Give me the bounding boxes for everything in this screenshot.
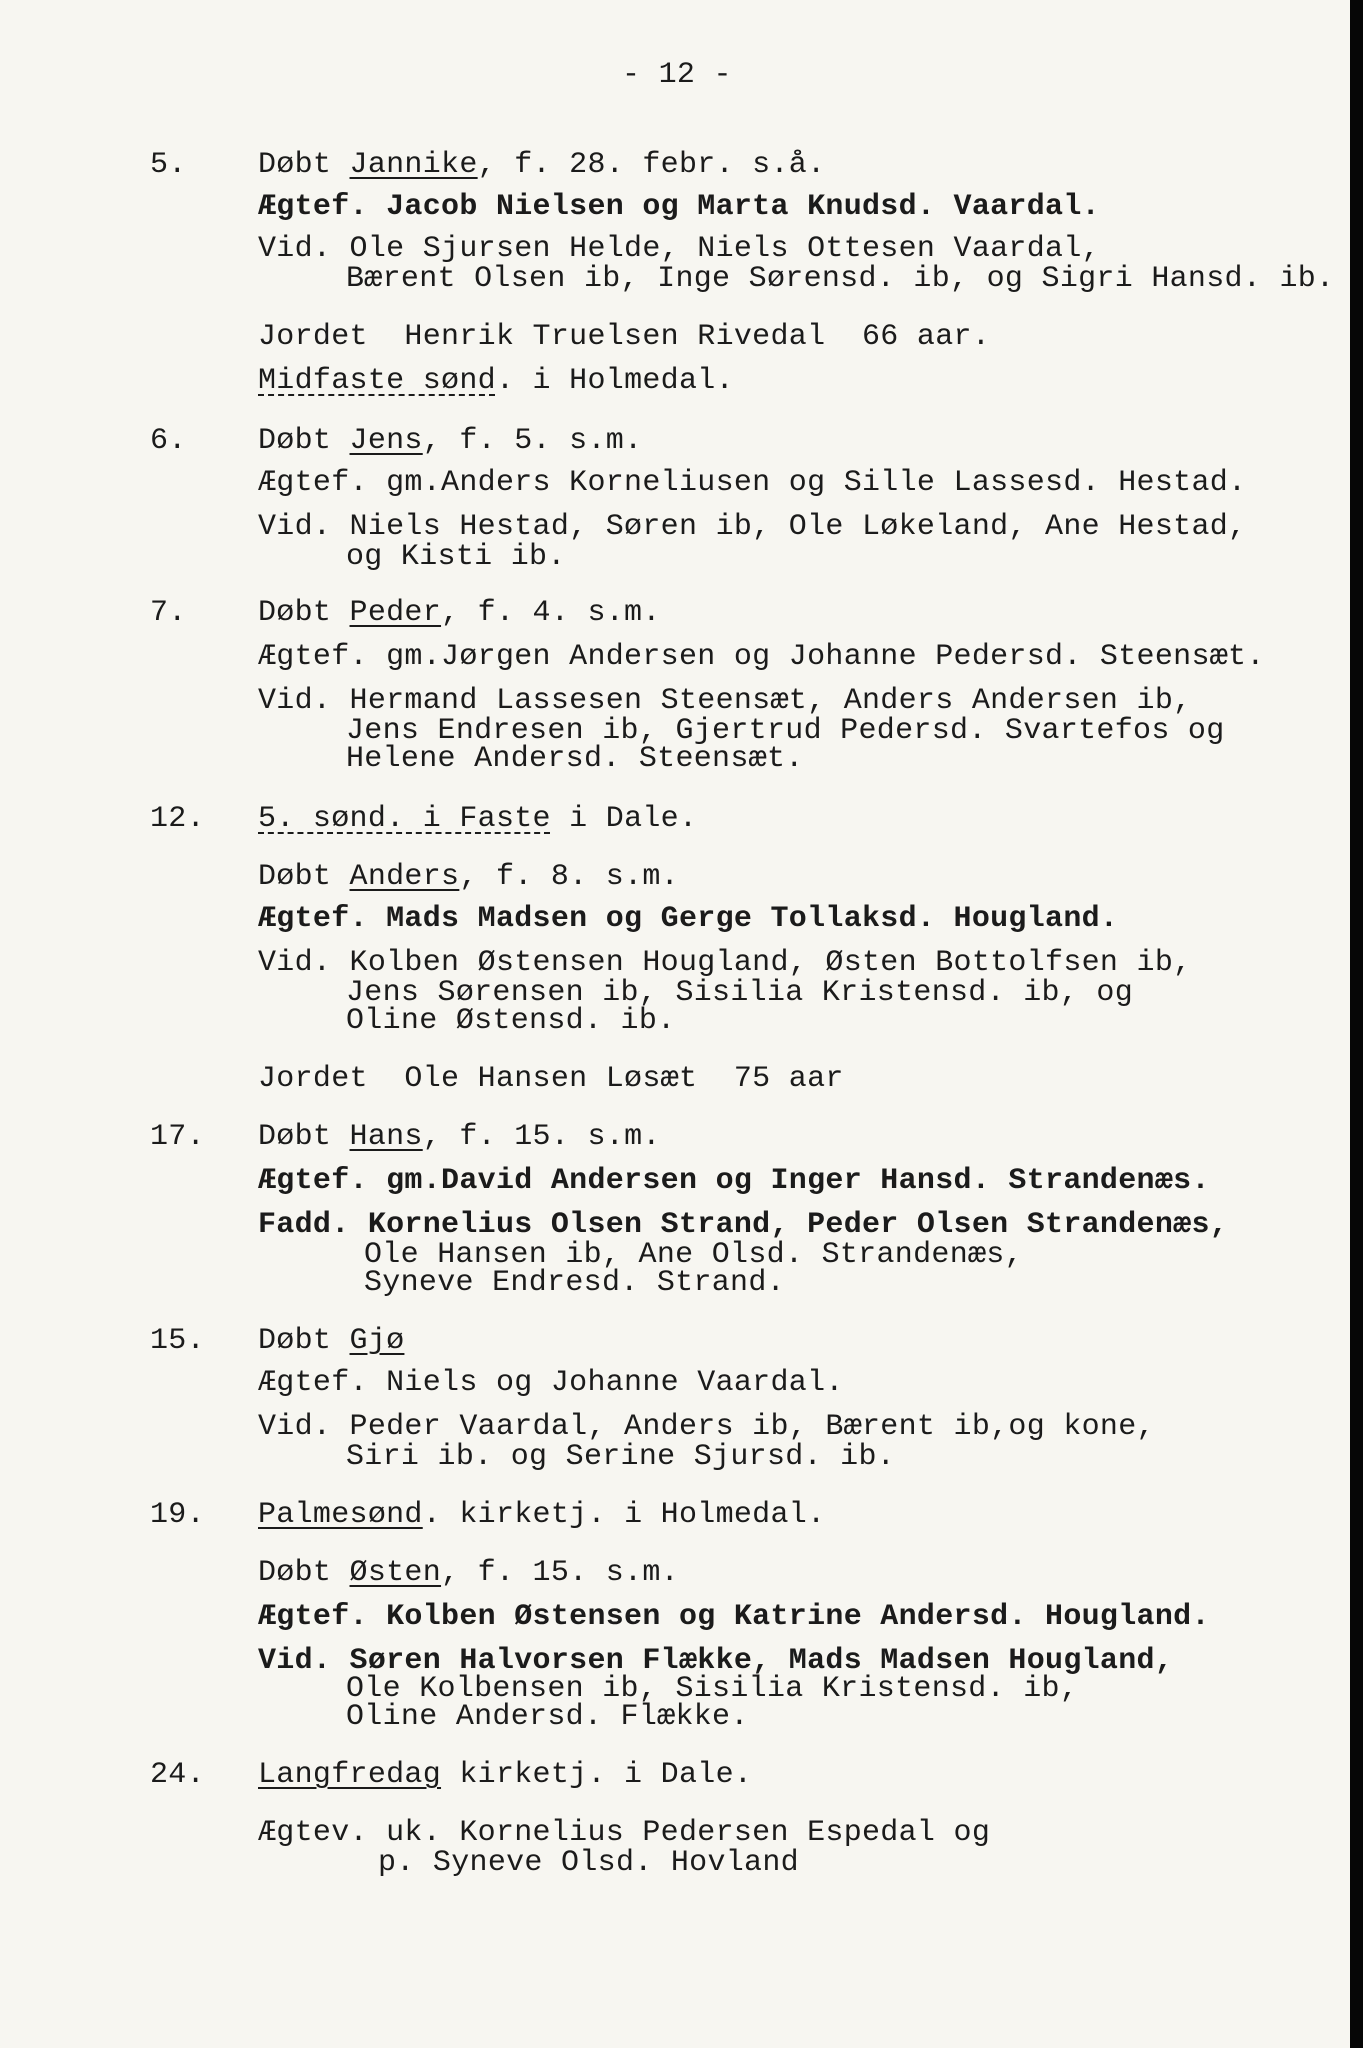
entry-line: 5. sønd. i Faste i Dale. xyxy=(258,802,698,836)
entry-line: Vid. Hermand Lassesen Steensæt, Anders Andersen ib, xyxy=(258,684,1192,718)
entry-date: 24. xyxy=(150,1758,205,1792)
entry-line: Jens Endresen ib, Gjertrud Pedersd. Svartefos og xyxy=(346,714,1225,748)
entry-line: p. Syneve Olsd. Hovland xyxy=(378,1846,799,1880)
entry-line: Vid. Niels Hestad, Søren ib, Ole Løkeland, Ane Hestad, xyxy=(258,510,1247,544)
entry-line: Helene Andersd. Steensæt. xyxy=(346,742,804,776)
entry-line: Vid. Kolben Østensen Hougland, Østen Bottolfsen ib, xyxy=(258,946,1192,980)
entry-date: 6. xyxy=(150,424,187,458)
entry-line: Ægtef. Jacob Nielsen og Marta Knudsd. Vaardal. xyxy=(258,190,1100,224)
entry-line: Jordet Ole Hansen Løsæt 75 aar xyxy=(258,1062,844,1096)
page-number: - 12 - xyxy=(622,58,732,92)
entry-line: Døbt Anders, f. 8. s.m. xyxy=(258,860,679,894)
entry-date: 5. xyxy=(150,148,187,182)
entry-date: 15. xyxy=(150,1324,205,1358)
entry-line: Bærent Olsen ib, Inge Sørensd. ib, og Sigri Hansd. ib. xyxy=(346,262,1335,296)
entry-line: Ole Hansen ib, Ane Olsd. Strandenæs, xyxy=(364,1238,1023,1272)
entry-line: Jens Sørensen ib, Sisilia Kristensd. ib, og xyxy=(346,976,1134,1010)
entry-line: Ægtef. gm.Anders Korneliusen og Sille Lassesd. Hestad. xyxy=(258,466,1247,500)
entry-line: Palmesønd. kirketj. i Holmedal. xyxy=(258,1498,826,1532)
entry-date: 19. xyxy=(150,1498,205,1532)
entry-line: Fadd. Kornelius Olsen Strand, Peder Olsen Strandenæs, xyxy=(258,1208,1229,1242)
entry-line: Jordet Henrik Truelsen Rivedal 66 aar. xyxy=(258,320,991,354)
entry-line: Syneve Endresd. Strand. xyxy=(364,1266,785,1300)
entry-line: Døbt Jens, f. 5. s.m. xyxy=(258,424,643,458)
entry-line: Vid. Ole Sjursen Helde, Niels Ottesen Vaardal, xyxy=(258,232,1100,266)
entry-line: Oline Andersd. Flække. xyxy=(346,1700,749,1734)
entry-line: Døbt Gjø xyxy=(258,1324,405,1358)
entry-line: Ægtev. uk. Kornelius Pedersen Espedal og xyxy=(258,1816,991,1850)
entry-line: Vid. Søren Halvorsen Flække, Mads Madsen Hougland, xyxy=(258,1644,1174,1678)
entry-line: Ægtef. Kolben Østensen og Katrine Andersd. Hougland. xyxy=(258,1600,1210,1634)
entry-line: Ægtef. gm.David Andersen og Inger Hansd. Strandenæs. xyxy=(258,1164,1210,1198)
entry-line: Døbt Peder, f. 4. s.m. xyxy=(258,596,661,630)
entry-line: Ole Kolbensen ib, Sisilia Kristensd. ib, xyxy=(346,1672,1079,1706)
entry-line: Siri ib. og Serine Sjursd. ib. xyxy=(346,1440,896,1474)
entry-line: Vid. Peder Vaardal, Anders ib, Bærent ib,og kone, xyxy=(258,1410,1155,1444)
entry-line: Ægtef. gm.Jørgen Andersen og Johanne Pedersd. Steensæt. xyxy=(258,640,1265,674)
entry-line: og Kisti ib. xyxy=(346,540,566,574)
entry-line: Ægtef. Mads Madsen og Gerge Tollaksd. Hougland. xyxy=(258,902,1119,936)
entry-line: Midfaste sønd. i Holmedal. xyxy=(258,364,734,398)
entry-line: Oline Østensd. ib. xyxy=(346,1004,676,1038)
entry-line: Døbt Jannike, f. 28. febr. s.å. xyxy=(258,148,826,182)
entry-line: Ægtef. Niels og Johanne Vaardal. xyxy=(258,1366,844,1400)
entry-line: Døbt Østen, f. 15. s.m. xyxy=(258,1556,679,1590)
entry-date: 12. xyxy=(150,802,205,836)
entry-date: 17. xyxy=(150,1120,205,1154)
entry-line: Døbt Hans, f. 15. s.m. xyxy=(258,1120,661,1154)
entry-line: Langfredag kirketj. i Dale. xyxy=(258,1758,753,1792)
entry-date: 7. xyxy=(150,596,187,630)
